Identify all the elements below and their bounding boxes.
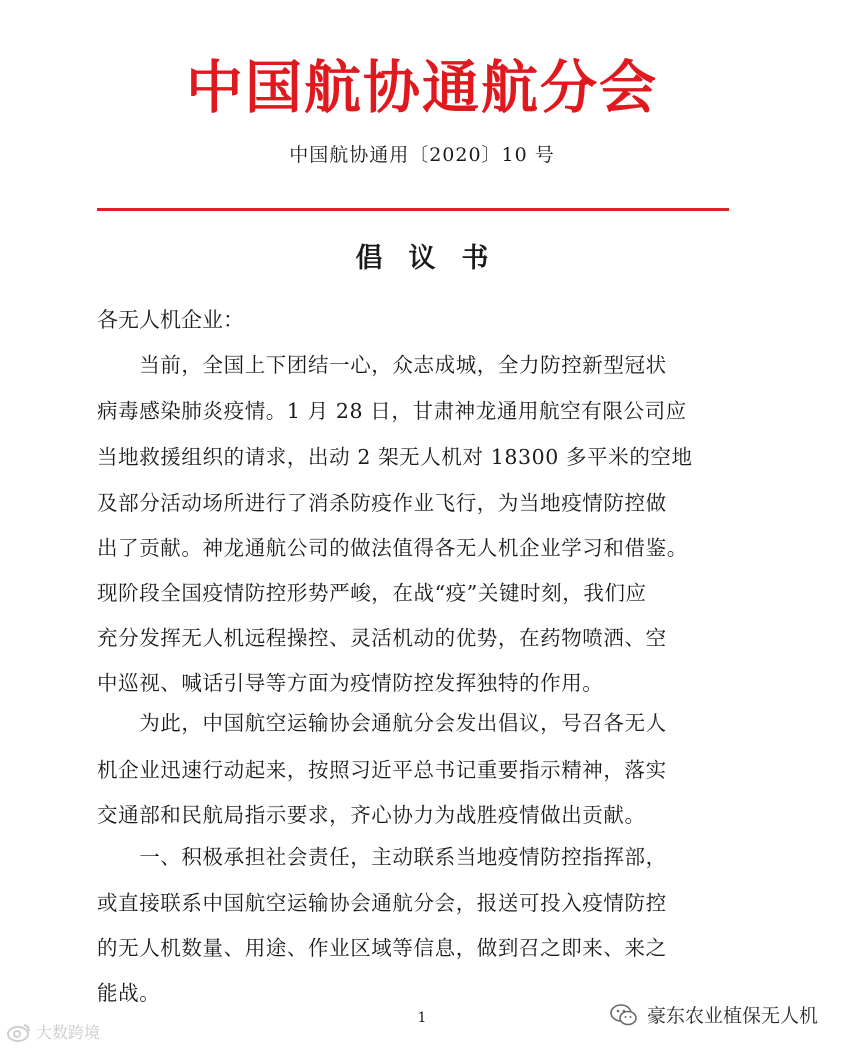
source-watermark-label: 大数跨境 — [36, 1023, 101, 1042]
body-line: 当前，全国上下团结一心，众志成城，全力防控新型冠状 — [97, 353, 667, 377]
body-line: 病毒感染肺炎疫情。1 月 28 日，甘肃神龙通用航空有限公司应 — [97, 399, 687, 423]
body-line: 及部分活动场所进行了消杀防疫作业飞行，为当地疫情防控做 — [97, 491, 667, 515]
wechat-account-watermark — [609, 1001, 818, 1028]
body-line: 或直接联系中国航空运输协会通航分会，报送可投入疫情防控 — [97, 891, 667, 915]
salutation: 各无人机企业： — [97, 308, 244, 332]
body-line: 中巡视、喊话引导等方面为疫情防控发挥独特的作用。 — [97, 671, 604, 695]
weibo-logo-icon — [6, 1022, 32, 1042]
wechat-account-name: 豪东农业植保无人机 — [646, 1005, 818, 1027]
body-line: 充分发挥无人机远程操控、灵活机动的优势，在药物喷洒、空 — [97, 626, 667, 650]
body-line: 机企业迅速行动起来，按照习近平总书记重要指示精神，落实 — [97, 758, 667, 782]
document-title: 倡议书 — [355, 243, 515, 274]
body-line: 当地救援组织的请求，出动 2 架无人机对 18300 多平米的空地 — [97, 445, 693, 469]
wechat-icon — [609, 1002, 639, 1028]
body-line: 的无人机数量、用途、作业区域等信息，做到召之即来、来之 — [97, 936, 667, 960]
body-line: 现阶段全国疫情防控形势严峻，在战“疫”关键时刻，我们应 — [97, 581, 647, 605]
header-divider — [97, 208, 729, 211]
source-watermark — [6, 1020, 100, 1043]
body-line: 交通部和民航局指示要求，齐心协力为战胜疫情做出贡献。 — [97, 803, 646, 827]
body-line: 能战。 — [97, 981, 161, 1005]
body-line: 一、积极承担社会责任，主动联系当地疫情防控指挥部， — [97, 845, 667, 869]
document-number: 中国航协通用〔2020〕10 号 — [289, 144, 555, 166]
body-line: 为此，中国航空运输协会通航分会发出倡议，号召各无人 — [97, 711, 667, 735]
body-line: 出了贡献。神龙通航公司的做法值得各无人机企业学习和借鉴。 — [97, 536, 688, 560]
organization-header: 中国航协通航分会 — [186, 55, 658, 121]
page-number: 1 — [417, 1010, 427, 1026]
